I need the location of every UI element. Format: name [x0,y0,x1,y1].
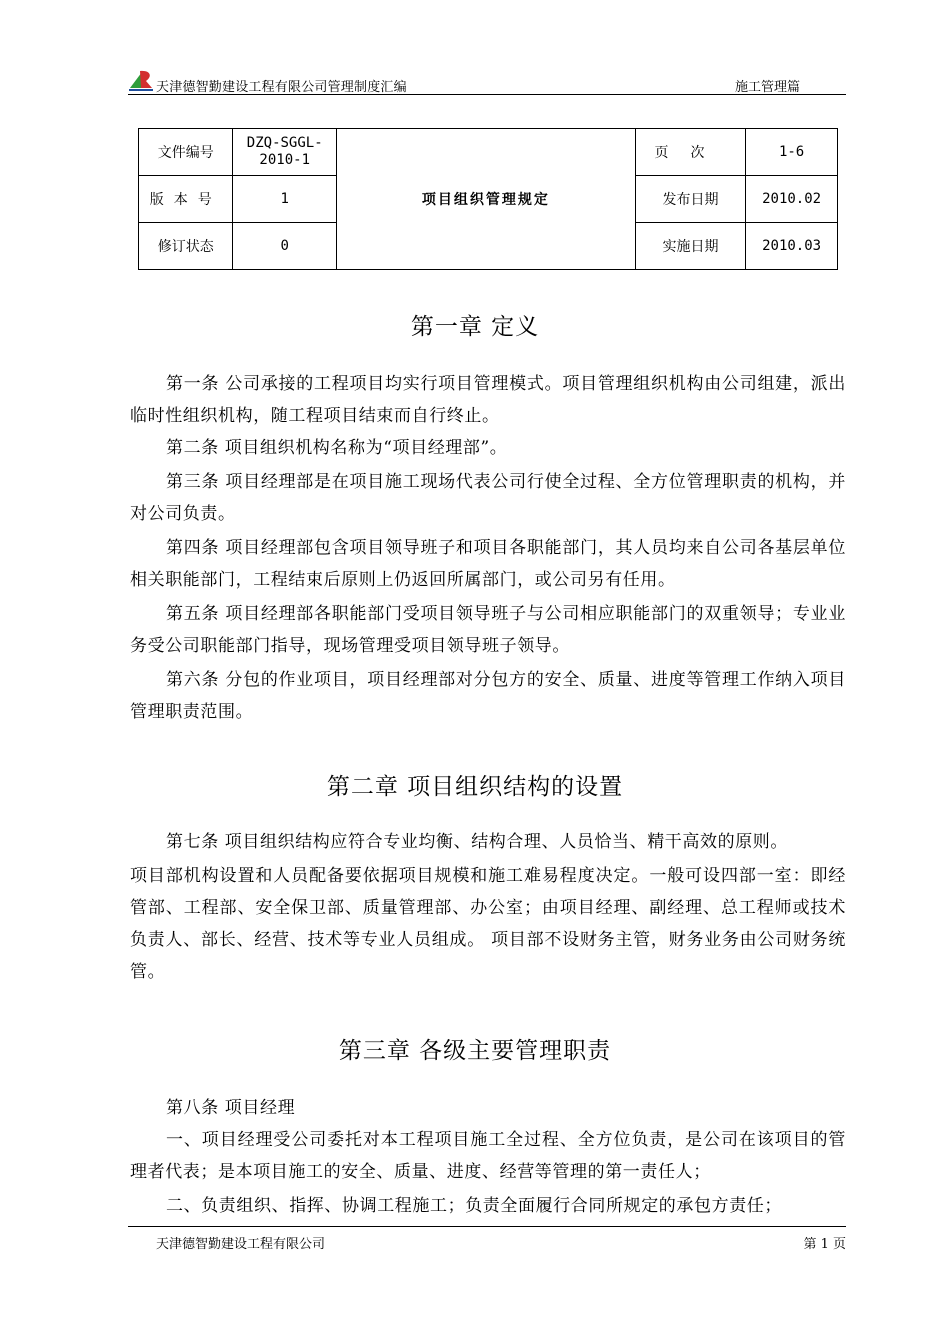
revision-value: 0 [233,223,337,270]
page-label: 页次 [635,129,745,176]
file-no-value [233,129,337,176]
release-date-label: 发布日期 [635,176,745,223]
article-7: 第七条 项目组织结构应符合专业均衡、结构合理、人员恰当、精干高效的原则。 [166,832,789,852]
article-4: 第四条 项目经理部包含项目领导班子和项目各职能部门，其人员均来自公司各基层单位相关职能部门，工程结束后原则上仍返回所属部门，或公司另有任用。 [130,538,846,590]
release-date-value: 2010.02 [746,176,838,223]
article-5: 第五条 项目经理部各职能部门受项目领导班子与公司相应职能部门的双重领导；专业业务受公司职能部门指导，现场管理受项目领导班子领导。 [130,604,846,656]
article-7-continued: 项目部机构设置和人员配备要依据项目规模和施工难易程度决定。一般可设四部一室：即经管部、工程部、安全保卫部、质量管理部、办公室；由项目经理、副经理、总工程师或技术负责人、部长、经营、技术等专业人员组成。 项目部不设财务主管，财务业务由公司财务统管。 [130,866,846,982]
article-8: 第八条 项目经理 [166,1098,296,1118]
article-6: 第六条 分包的作业项目，项目经理部对分包方的安全、质量、进度等管理工作纳入项目管理职责范围。 [130,670,846,722]
header-section-title: 施工管理篇 [734,80,800,95]
company-logo-icon [128,68,154,92]
version-value: 1 [233,176,337,223]
article-8-item-1: 一、项目经理受公司委托对本工程项目施工全过程、全方位负责，是公司在该项目的管理者代表；是本项目施工的安全、质量、进度、经营等管理的第一责任人； [130,1130,846,1182]
page-footer [128,1226,846,1253]
effective-date-label: 实施日期 [635,223,745,270]
article-1: 第一条 公司承接的工程项目均实行项目管理模式。项目管理组织机构由公司组建，派出临时性组织机构，随工程项目结束而自行终止。 [130,374,846,426]
footer-page-number: 第 1 页 [803,1237,846,1252]
document-title: 项目组织管理规定 [336,129,635,270]
header-manual-title: 天津德智勤建设工程有限公司管理制度汇编 [156,80,407,95]
chapter-1-heading: 第一章 定义 [410,314,540,340]
file-no-value-line1: DZQ-SGGL- [246,135,323,151]
footer-company: 天津德智勤建设工程有限公司 [156,1237,326,1252]
page-value: 1-6 [746,129,838,176]
page-header [128,72,846,95]
article-2: 第二条 项目组织机构名称为“项目经理部”。 [166,438,508,458]
chapter-2-heading: 第二章 项目组织结构的设置 [326,774,624,800]
file-no-label: 文件编号 [139,129,233,176]
document-meta-table [138,128,838,270]
article-3: 第三条 项目经理部是在项目施工现场代表公司行使全过程、全方位管理职责的机构，并对公司负责。 [130,472,846,524]
file-no-value-line2: 2010-1 [259,152,310,168]
chapter-3-heading: 第三章 各级主要管理职责 [338,1038,612,1064]
effective-date-value: 2010.03 [746,223,838,270]
article-8-item-2: 二、负责组织、指挥、协调工程施工；负责全面履行合同所规定的承包方责任； [166,1196,782,1216]
revision-label: 修订状态 [139,223,233,270]
version-label: 版本号 [139,176,233,223]
